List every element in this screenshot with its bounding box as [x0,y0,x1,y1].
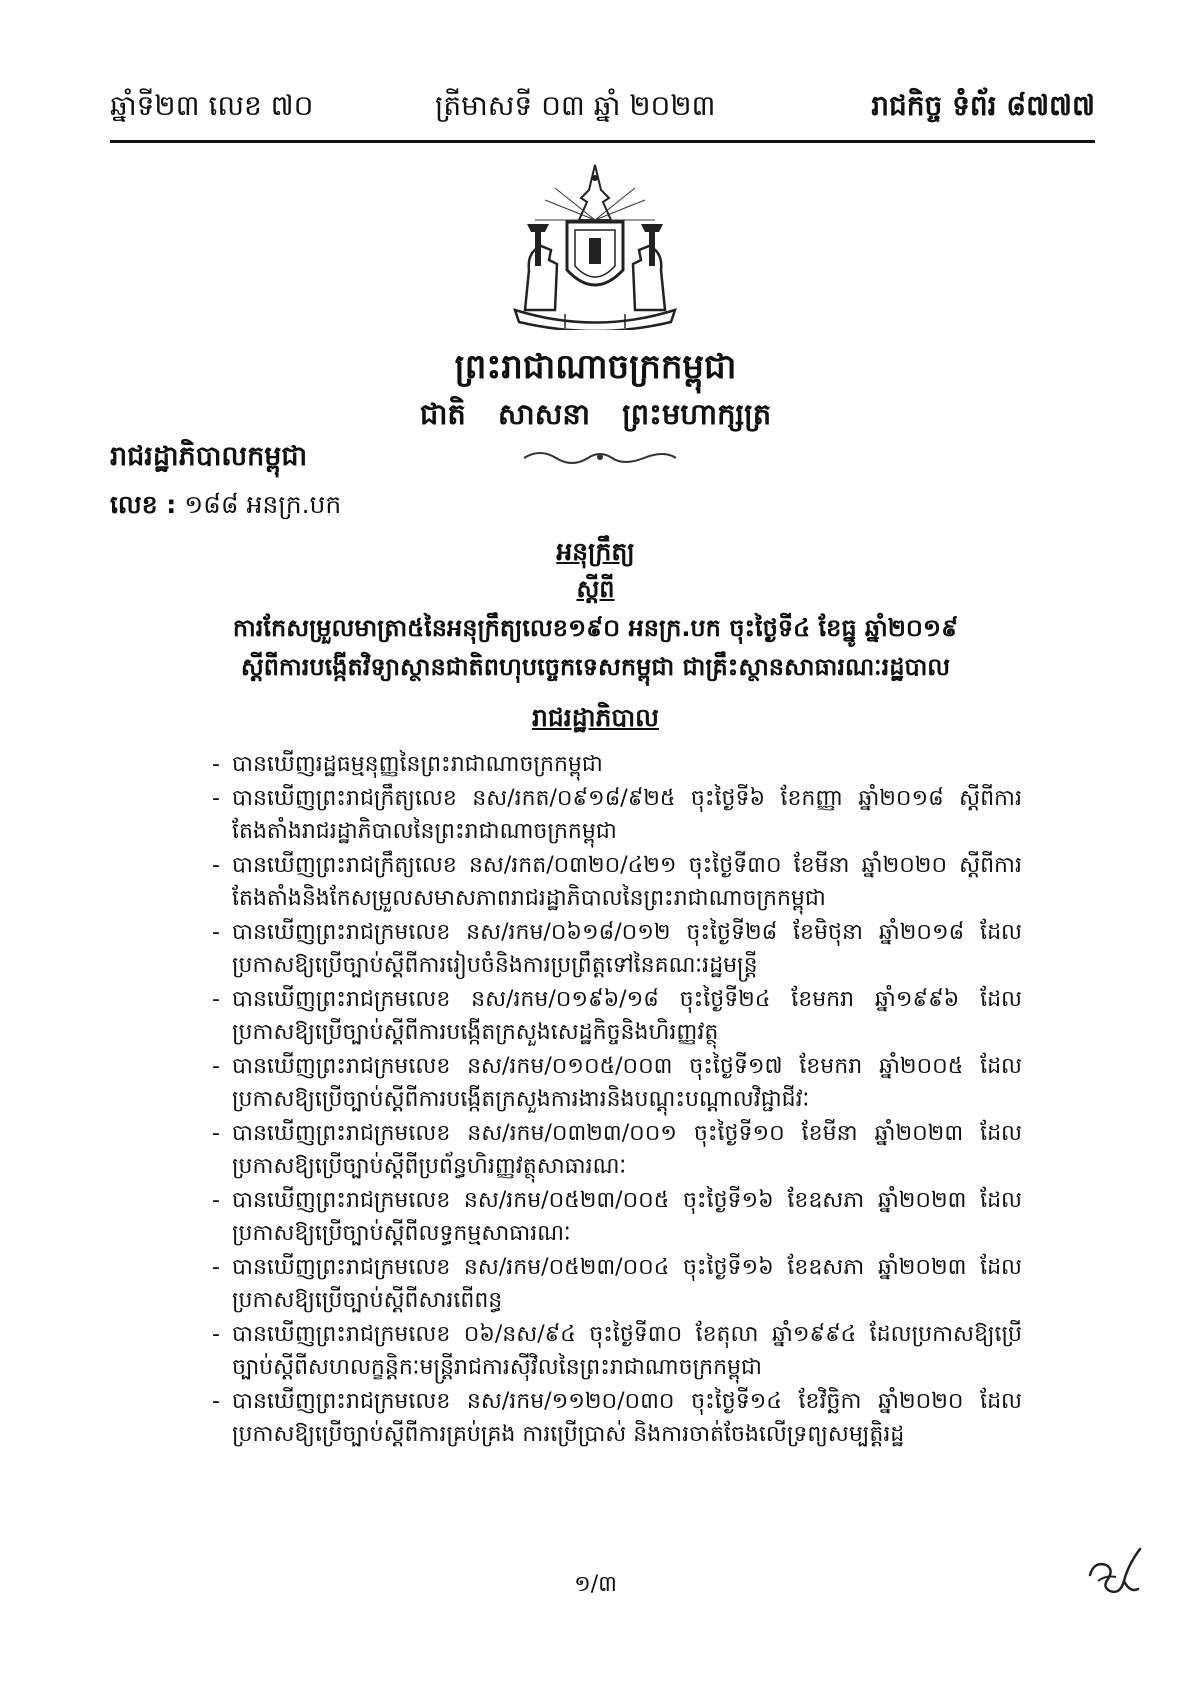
consideration-item: - បានឃើញព្រះរាជក្រមលេខ ០៦/នស/៩៤ ចុះថ្ងៃទី៣០ ខែតុលា ឆ្នាំ១៩៩៤ ដែលប្រកាសឱ្យប្រើច្បាប់ស្តីពីសហលក្ខន្តិកៈមន្ត្រីរាជការស៊ីវិលនៃព្រះរាជាណាចក្រកម្ពុជា [232,1318,1022,1384]
document-number [110,490,341,526]
page-number: ១/៣ [574,1572,617,1597]
decorative-divider-icon [520,448,680,466]
consideration-item: - បានឃើញព្រះរាជក្រមលេខ នស/រកម/០១៩៦/១៨ ចុះថ្ងៃទី២៤ ខែមករា ឆ្នាំ១៩៩៦ ដែលប្រកាសឱ្យប្រើច្បាប់ស្តីពីការបង្កើតក្រសួងសេដ្ឋកិច្ចនិងហិរញ្ញវត្ថុ [232,983,1022,1049]
gazette-year-issue: ឆ្នាំទី២៣ លេខ ៧០ [110,89,314,122]
royal-coat-of-arms-icon [505,160,685,330]
considerations-list [232,748,1022,1452]
consideration-item: - បានឃើញព្រះរាជក្រមលេខ នស/រកម/០១០៥/០០៣ ចុះថ្ងៃទី១៧ ខែមករា ឆ្នាំ២០០៥ ដែលប្រកាសឱ្យប្រើច្បាប់ស្តីពីការបង្កើតក្រសួងការងារនិងបណ្តុះបណ្តាលវិជ្ជាជីវៈ [232,1050,1022,1116]
gazette-page: រាជកិច្ច ទំព័រ ៨៧៧៧ [871,89,1095,122]
consideration-item: - បានឃើញព្រះរាជក្រមលេខ នស/រកម/១១២០/០៣០ ចុះថ្ងៃទី១៤ ខែវិច្ឆិកា ឆ្នាំ២០២០ ដែលប្រកាសឱ្យប្រើច្បាប់ស្តីពីការគ្រប់គ្រង ការប្រើប្រាស់ និងការចាត់ចែងលើទ្រព្យសម្បត្តិរដ្ឋ [232,1385,1022,1451]
consideration-item: - បានឃើញព្រះរាជក្រមលេខ នស/រកម/០៥២៣/០០៥ ចុះថ្ងៃទី១៦ ខែឧសភា ឆ្នាំ២០២៣ ដែលប្រកាសឱ្យប្រើច្បាប់ស្តីពីលទ្ធកម្មសាធារណៈ [232,1184,1022,1250]
issuing-authority: រាជរដ្ឋាភិបាលកម្ពុជា [110,441,308,472]
consideration-item: - បានឃើញរដ្ឋធម្មនុញ្ញនៃព្រះរាជាណាចក្រកម្ពុជា [232,748,1022,781]
header-divider [110,140,1095,143]
initials-signature-icon [1080,1535,1155,1610]
document-type: អនុក្រឹត្យ [556,537,635,566]
consideration-item: - បានឃើញព្រះរាជក្រមលេខ នស/រកម/០៦១៨/០១២ ចុះថ្ងៃទី២៨ ខែមិថុនា ឆ្នាំ២០១៨ ដែលប្រកាសឱ្យប្រើច្បាប់ស្តីពីការរៀបចំនិងការប្រព្រឹត្តទៅនៃគណៈរដ្ឋមន្ត្រី [232,916,1022,982]
document-subject-label: ស្តីពី [576,575,615,603]
consideration-item: - បានឃើញព្រះរាជក្រមលេខ នស/រកម/០៣២៣/០០១ ចុះថ្ងៃទី១០ ខែមីនា ឆ្នាំ២០២៣ ដែលប្រកាសឱ្យប្រើច្បាប់ស្តីពីប្រព័ន្ធហិរញ្ញវត្ថុសាធារណៈ [232,1117,1022,1183]
consideration-item: - បានឃើញព្រះរាជក្រឹត្យលេខ នស/រកត/០៩១៨/៩២៥ ចុះថ្ងៃទី៦ ខែកញ្ញា ឆ្នាំ២០១៨ ស្តីពីការតែងតាំងរាជរដ្ឋាភិបាលនៃព្រះរាជាណាចក្រកម្ពុជា [232,782,1022,848]
document-number-value: ១៨៨ អនក្រ.បក [184,490,342,519]
document-number-label: លេខ : [110,490,177,519]
gazette-quarter: ត្រីមាសទី ០៣ ឆ្នាំ ២០២៣ [435,89,716,122]
document-title-line-2: ស្តីពីការបង្កើតវិទ្យាស្ថានជាតិពហុបច្ចេកទេសកម្ពុជា ជាគ្រឹះស្ថានសាធារណៈរដ្ឋបាល [240,653,951,681]
kingdom-name: ព្រះរាជាណាចក្រកម្ពុជា [454,347,737,387]
document-title-line-1: ការកែសម្រួលមាត្រា៥នៃអនុក្រឹត្យលេខ១៩០ អនក្រ.បក ចុះថ្ងៃទី៤ ខែធ្នូ ឆ្នាំ២០១៩ [232,614,959,642]
national-motto: ជាតិ សាសនា ព្រះមហាក្សត្រ [419,397,772,431]
gazette-header [110,88,1095,128]
authority-heading: រាជរដ្ឋាភិបាល [532,703,659,732]
consideration-item: - បានឃើញព្រះរាជក្រឹត្យលេខ នស/រកត/០៣២០/៤២១ ចុះថ្ងៃទី៣០ ខែមីនា ឆ្នាំ២០២០ ស្តីពីការតែងតាំងនិងកែសម្រួលសមាសភាពរាជរដ្ឋាភិបាលនៃព្រះរាជាណាចក្រកម្ពុជា [232,849,1022,915]
consideration-item: - បានឃើញព្រះរាជក្រមលេខ នស/រកម/០៥២៣/០០៤ ចុះថ្ងៃទី១៦ ខែឧសភា ឆ្នាំ២០២៣ ដែលប្រកាសឱ្យប្រើច្បាប់ស្តីពីសារពើពន្ធ [232,1251,1022,1317]
